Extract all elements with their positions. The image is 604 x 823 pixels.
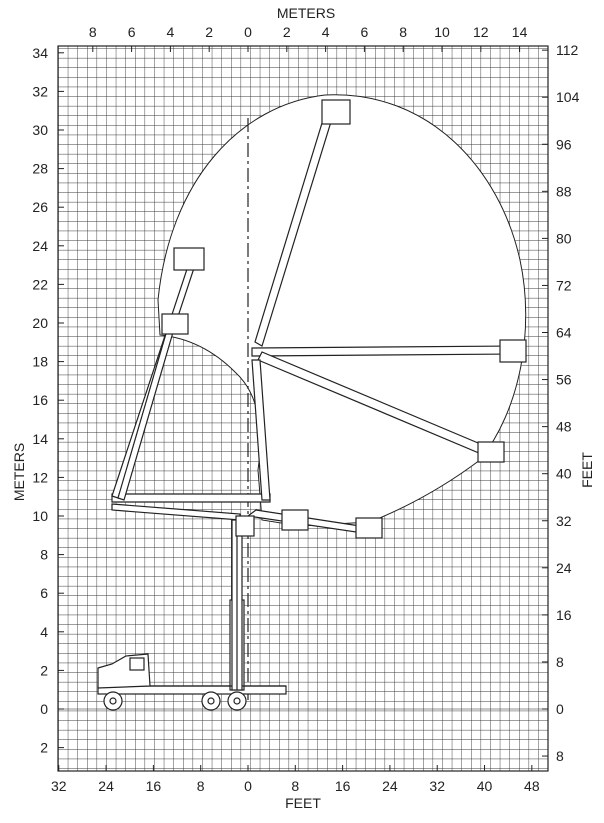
- top-tick-label: 6: [127, 24, 136, 40]
- bottom-tick-label: 16: [334, 778, 351, 794]
- bottom-axis-title: FEET: [285, 795, 321, 811]
- bottom-tick-label: 24: [382, 778, 398, 794]
- left-tick-label: 10: [32, 508, 48, 524]
- right-tick-label: 40: [556, 465, 572, 482]
- bottom-tick-label: 0: [244, 778, 252, 794]
- left-tick-label: 28: [32, 160, 48, 177]
- top-tick-label: 8: [88, 24, 97, 40]
- left-tick-label: 34: [32, 44, 48, 61]
- top-tick-label: 12: [473, 24, 489, 40]
- right-tick-label: 56: [556, 371, 572, 388]
- bottom-tick-label: 16: [145, 778, 162, 794]
- top-tick-label: 0: [244, 24, 252, 40]
- top-tick-label: 6: [360, 24, 369, 40]
- left-tick-label: 12: [32, 469, 48, 486]
- right-tick-label: 24: [556, 559, 572, 576]
- right-tick-label: 72: [556, 277, 572, 294]
- left-tick-label: 6: [40, 585, 48, 602]
- right-tick-label: 88: [556, 183, 572, 200]
- right-tick-label: 80: [556, 230, 572, 247]
- left-tick-label: 24: [32, 237, 48, 254]
- left-tick-label: 30: [32, 122, 48, 138]
- left-tick-label: 2: [40, 662, 48, 679]
- bottom-tick-label: 48: [524, 778, 540, 794]
- left-axis-title: METERS: [11, 442, 27, 502]
- top-axis-title: METERS: [276, 5, 336, 21]
- bottom-tick-label: 32: [429, 778, 446, 794]
- right-tick-label: 8: [556, 653, 564, 670]
- right-tick-label: 16: [556, 606, 572, 623]
- left-tick-label: 2: [40, 739, 48, 756]
- top-tick-label: 4: [166, 24, 175, 40]
- right-tick-label: 48: [556, 418, 572, 435]
- top-tick-label: 14: [511, 24, 528, 40]
- left-tick-label: 0: [40, 701, 48, 717]
- bottom-tick-label: 24: [98, 778, 114, 794]
- left-tick-label: 32: [32, 83, 48, 100]
- right-tick-label: 64: [556, 324, 572, 341]
- bottom-tick-label: 8: [291, 778, 300, 794]
- right-tick-label: 104: [556, 89, 580, 106]
- boom-mast: [232, 520, 242, 690]
- top-tick-label: 4: [321, 24, 330, 40]
- right-tick-label: 32: [556, 512, 572, 529]
- top-tick-label: 2: [205, 24, 214, 40]
- left-tick-label: 16: [32, 392, 48, 409]
- left-tick-label: 18: [32, 353, 48, 370]
- right-axis-title: FEET: [579, 452, 595, 488]
- right-tick-label: 96: [556, 136, 572, 153]
- left-tick-label: 14: [32, 430, 48, 447]
- bottom-tick-label: 8: [196, 778, 205, 794]
- bottom-tick-label: 40: [476, 778, 493, 794]
- right-tick-label: 8: [556, 748, 564, 765]
- top-tick-label: 8: [399, 24, 408, 40]
- left-tick-label: 20: [32, 315, 48, 331]
- top-tick-label: 10: [434, 24, 450, 40]
- right-tick-label: 112: [556, 42, 579, 59]
- right-tick-label: 0: [556, 701, 564, 717]
- top-tick-label: 2: [282, 24, 291, 40]
- left-tick-label: 8: [40, 546, 48, 563]
- left-tick-label: 26: [32, 199, 48, 216]
- bottom-tick-label: 32: [50, 778, 67, 794]
- left-tick-label: 22: [32, 276, 48, 293]
- left-tick-label: 4: [40, 623, 48, 640]
